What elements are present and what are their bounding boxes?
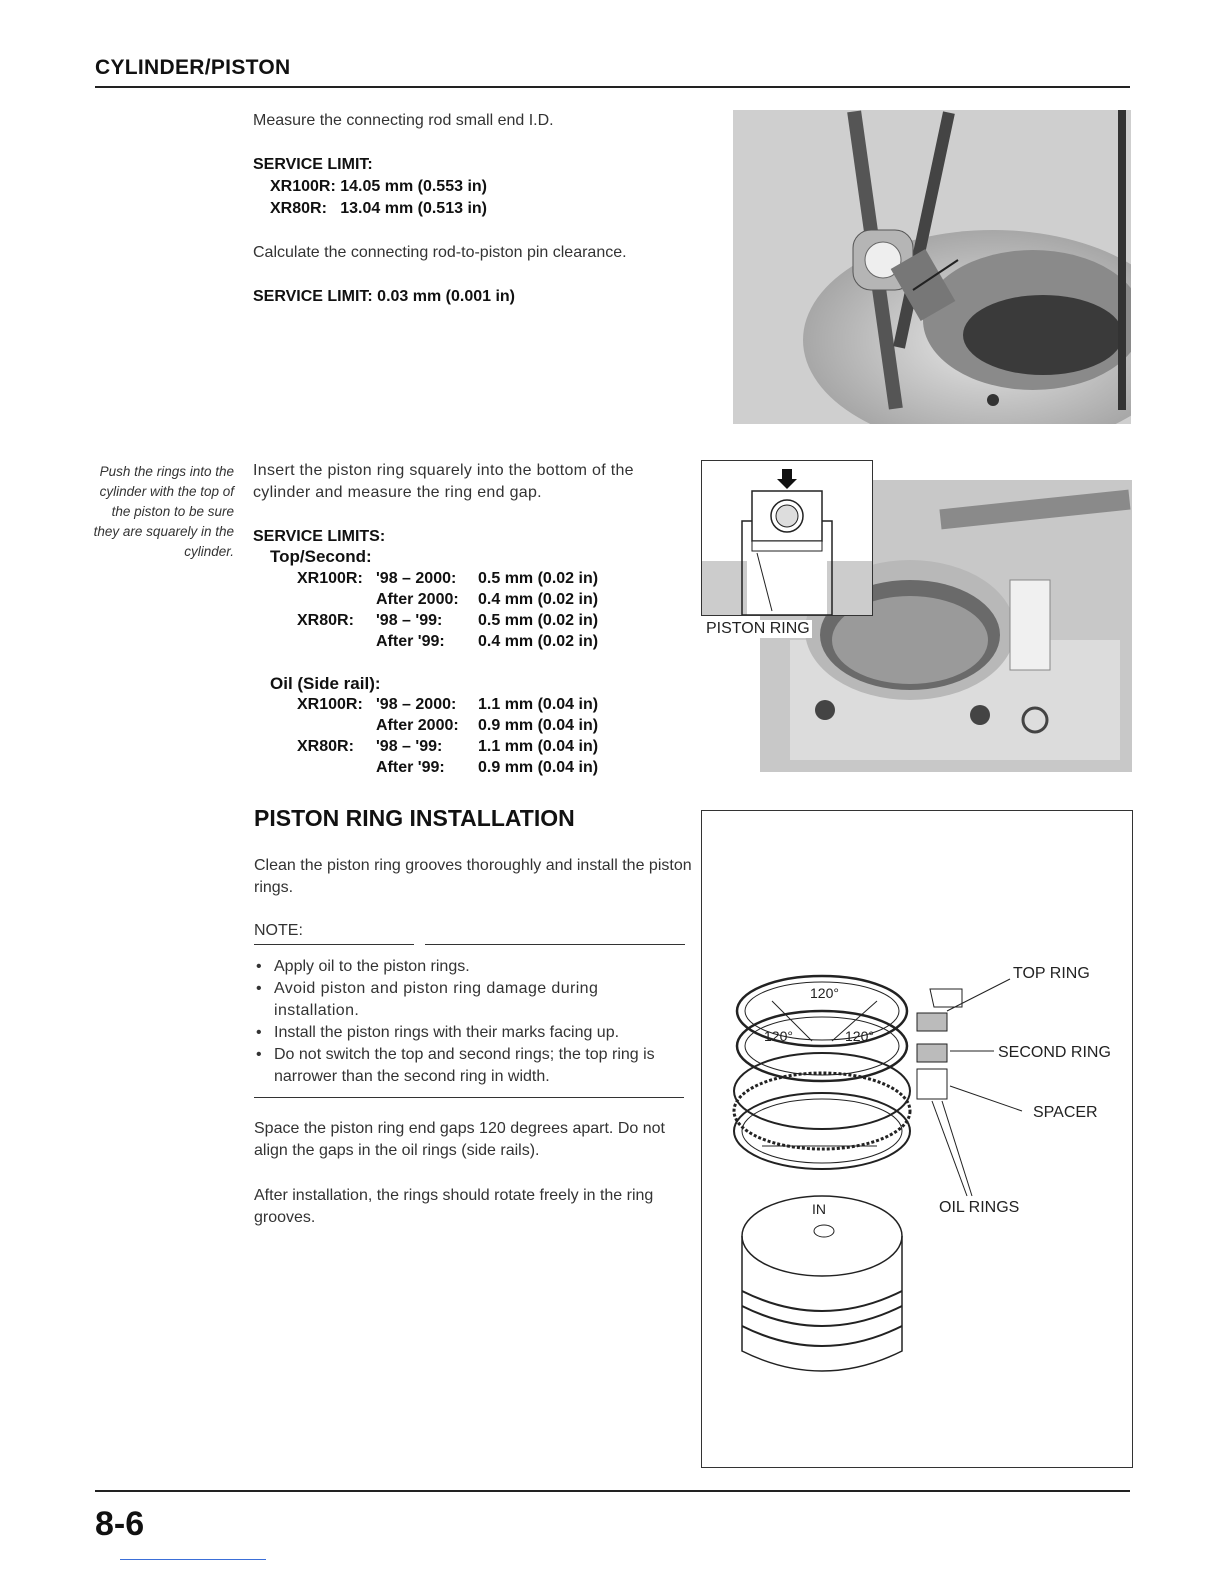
link-underline bbox=[120, 1559, 266, 1560]
rod-measure-photo bbox=[733, 110, 1131, 424]
oil-row-1-year: '98 – 2000: bbox=[376, 696, 457, 713]
top-second-label: Top/Second: bbox=[270, 547, 372, 566]
page-number: 8-6 bbox=[95, 1505, 145, 1543]
top-row-3-model: XR80R: bbox=[297, 612, 354, 629]
in-mark-label: IN bbox=[812, 1201, 826, 1217]
note-rule-left bbox=[254, 944, 414, 945]
oil-row-3-model: XR80R: bbox=[297, 738, 354, 755]
installation-heading: PISTON RING INSTALLATION bbox=[254, 805, 575, 831]
service-limit-label: SERVICE LIMIT: bbox=[253, 156, 373, 173]
oil-row-4-year: After '99: bbox=[376, 759, 445, 776]
top-row-1-year: '98 – 2000: bbox=[376, 570, 457, 587]
oil-row-2-year: After 2000: bbox=[376, 717, 459, 734]
angle-right-label: 120° bbox=[845, 1028, 874, 1044]
note-label: NOTE: bbox=[254, 922, 303, 939]
bullet-2: • Avoid piston and piston ring damage during installation. bbox=[256, 980, 599, 1019]
oil-row-2-value: 0.9 mm (0.04 in) bbox=[478, 717, 599, 734]
service-limits-label: SERVICE LIMITS: bbox=[253, 528, 386, 545]
top-row-4-year: After '99: bbox=[376, 633, 445, 650]
angle-left-label: 120° bbox=[764, 1028, 793, 1044]
top-row-1-value: 0.5 mm (0.02 in) bbox=[478, 570, 599, 587]
footer-rule bbox=[95, 1490, 1130, 1492]
top-row-4-value: 0.4 mm (0.02 in) bbox=[478, 633, 599, 650]
top-row-3-year: '98 – '99: bbox=[376, 612, 443, 629]
side-note: Push the rings into the cylinder with the top of the piston to be sure they are squarely in the cylinder. bbox=[93, 464, 234, 559]
ring-installation-diagram bbox=[701, 810, 1133, 1468]
service-limit-clearance: SERVICE LIMIT: 0.03 mm (0.001 in) bbox=[253, 288, 516, 305]
oil-row-1-model: XR100R: bbox=[297, 696, 363, 713]
oil-rings-label: OIL RINGS bbox=[939, 1199, 1020, 1216]
clean-text: Clean the piston ring grooves thoroughly and install the piston rings. bbox=[254, 857, 692, 896]
ring-diagram-svg bbox=[702, 811, 1132, 1467]
header-rule bbox=[95, 86, 1130, 88]
bullet-4: • Do not switch the top and second rings; the top ring is narrower than the second ring in width. bbox=[256, 1046, 655, 1085]
oil-row-3-value: 1.1 mm (0.04 in) bbox=[478, 738, 599, 755]
top-row-2-value: 0.4 mm (0.02 in) bbox=[478, 591, 599, 608]
insert-text: Insert the piston ring squarely into the bottom of the cylinder and measure the ring end gap. bbox=[253, 462, 634, 501]
calc-text: Calculate the connecting rod-to-piston pin clearance. bbox=[253, 244, 627, 261]
bullet-1: • Apply oil to the piston rings. bbox=[256, 958, 470, 975]
oil-row-3-year: '98 – '99: bbox=[376, 738, 443, 755]
bullet-3: • Install the piston rings with their marks facing up. bbox=[256, 1024, 620, 1041]
piston-push-inset bbox=[701, 460, 873, 616]
oil-row-4-value: 0.9 mm (0.04 in) bbox=[478, 759, 599, 776]
oil-row-1-value: 1.1 mm (0.04 in) bbox=[478, 696, 599, 713]
second-ring-label: SECOND RING bbox=[998, 1044, 1111, 1061]
measure-text: Measure the connecting rod small end I.D. bbox=[253, 112, 554, 129]
note-rule-right bbox=[425, 944, 685, 945]
angle-top-label: 120° bbox=[810, 985, 839, 1001]
xr100r-limit: XR100R: 14.05 mm (0.553 in) bbox=[270, 178, 487, 195]
page-header-title: CYLINDER/PISTON bbox=[95, 56, 291, 79]
top-ring-label: TOP RING bbox=[1013, 965, 1090, 982]
xr80r-limit: XR80R: 13.04 mm (0.513 in) bbox=[270, 200, 487, 217]
oil-side-label: Oil (Side rail): bbox=[270, 674, 381, 693]
top-row-3-value: 0.5 mm (0.02 in) bbox=[478, 612, 599, 629]
top-row-1-model: XR100R: bbox=[297, 570, 363, 587]
top-row-2-year: After 2000: bbox=[376, 591, 459, 608]
piston-ring-label: PISTON RING bbox=[706, 620, 810, 637]
spacer-label: SPACER bbox=[1033, 1104, 1098, 1121]
space-text: Space the piston ring end gaps 120 degrees apart. Do not align the gaps in the oil rings (side rails). bbox=[254, 1120, 665, 1159]
note-end-rule bbox=[254, 1097, 684, 1098]
after-text: After installation, the rings should rotate freely in the ring grooves. bbox=[254, 1187, 654, 1226]
